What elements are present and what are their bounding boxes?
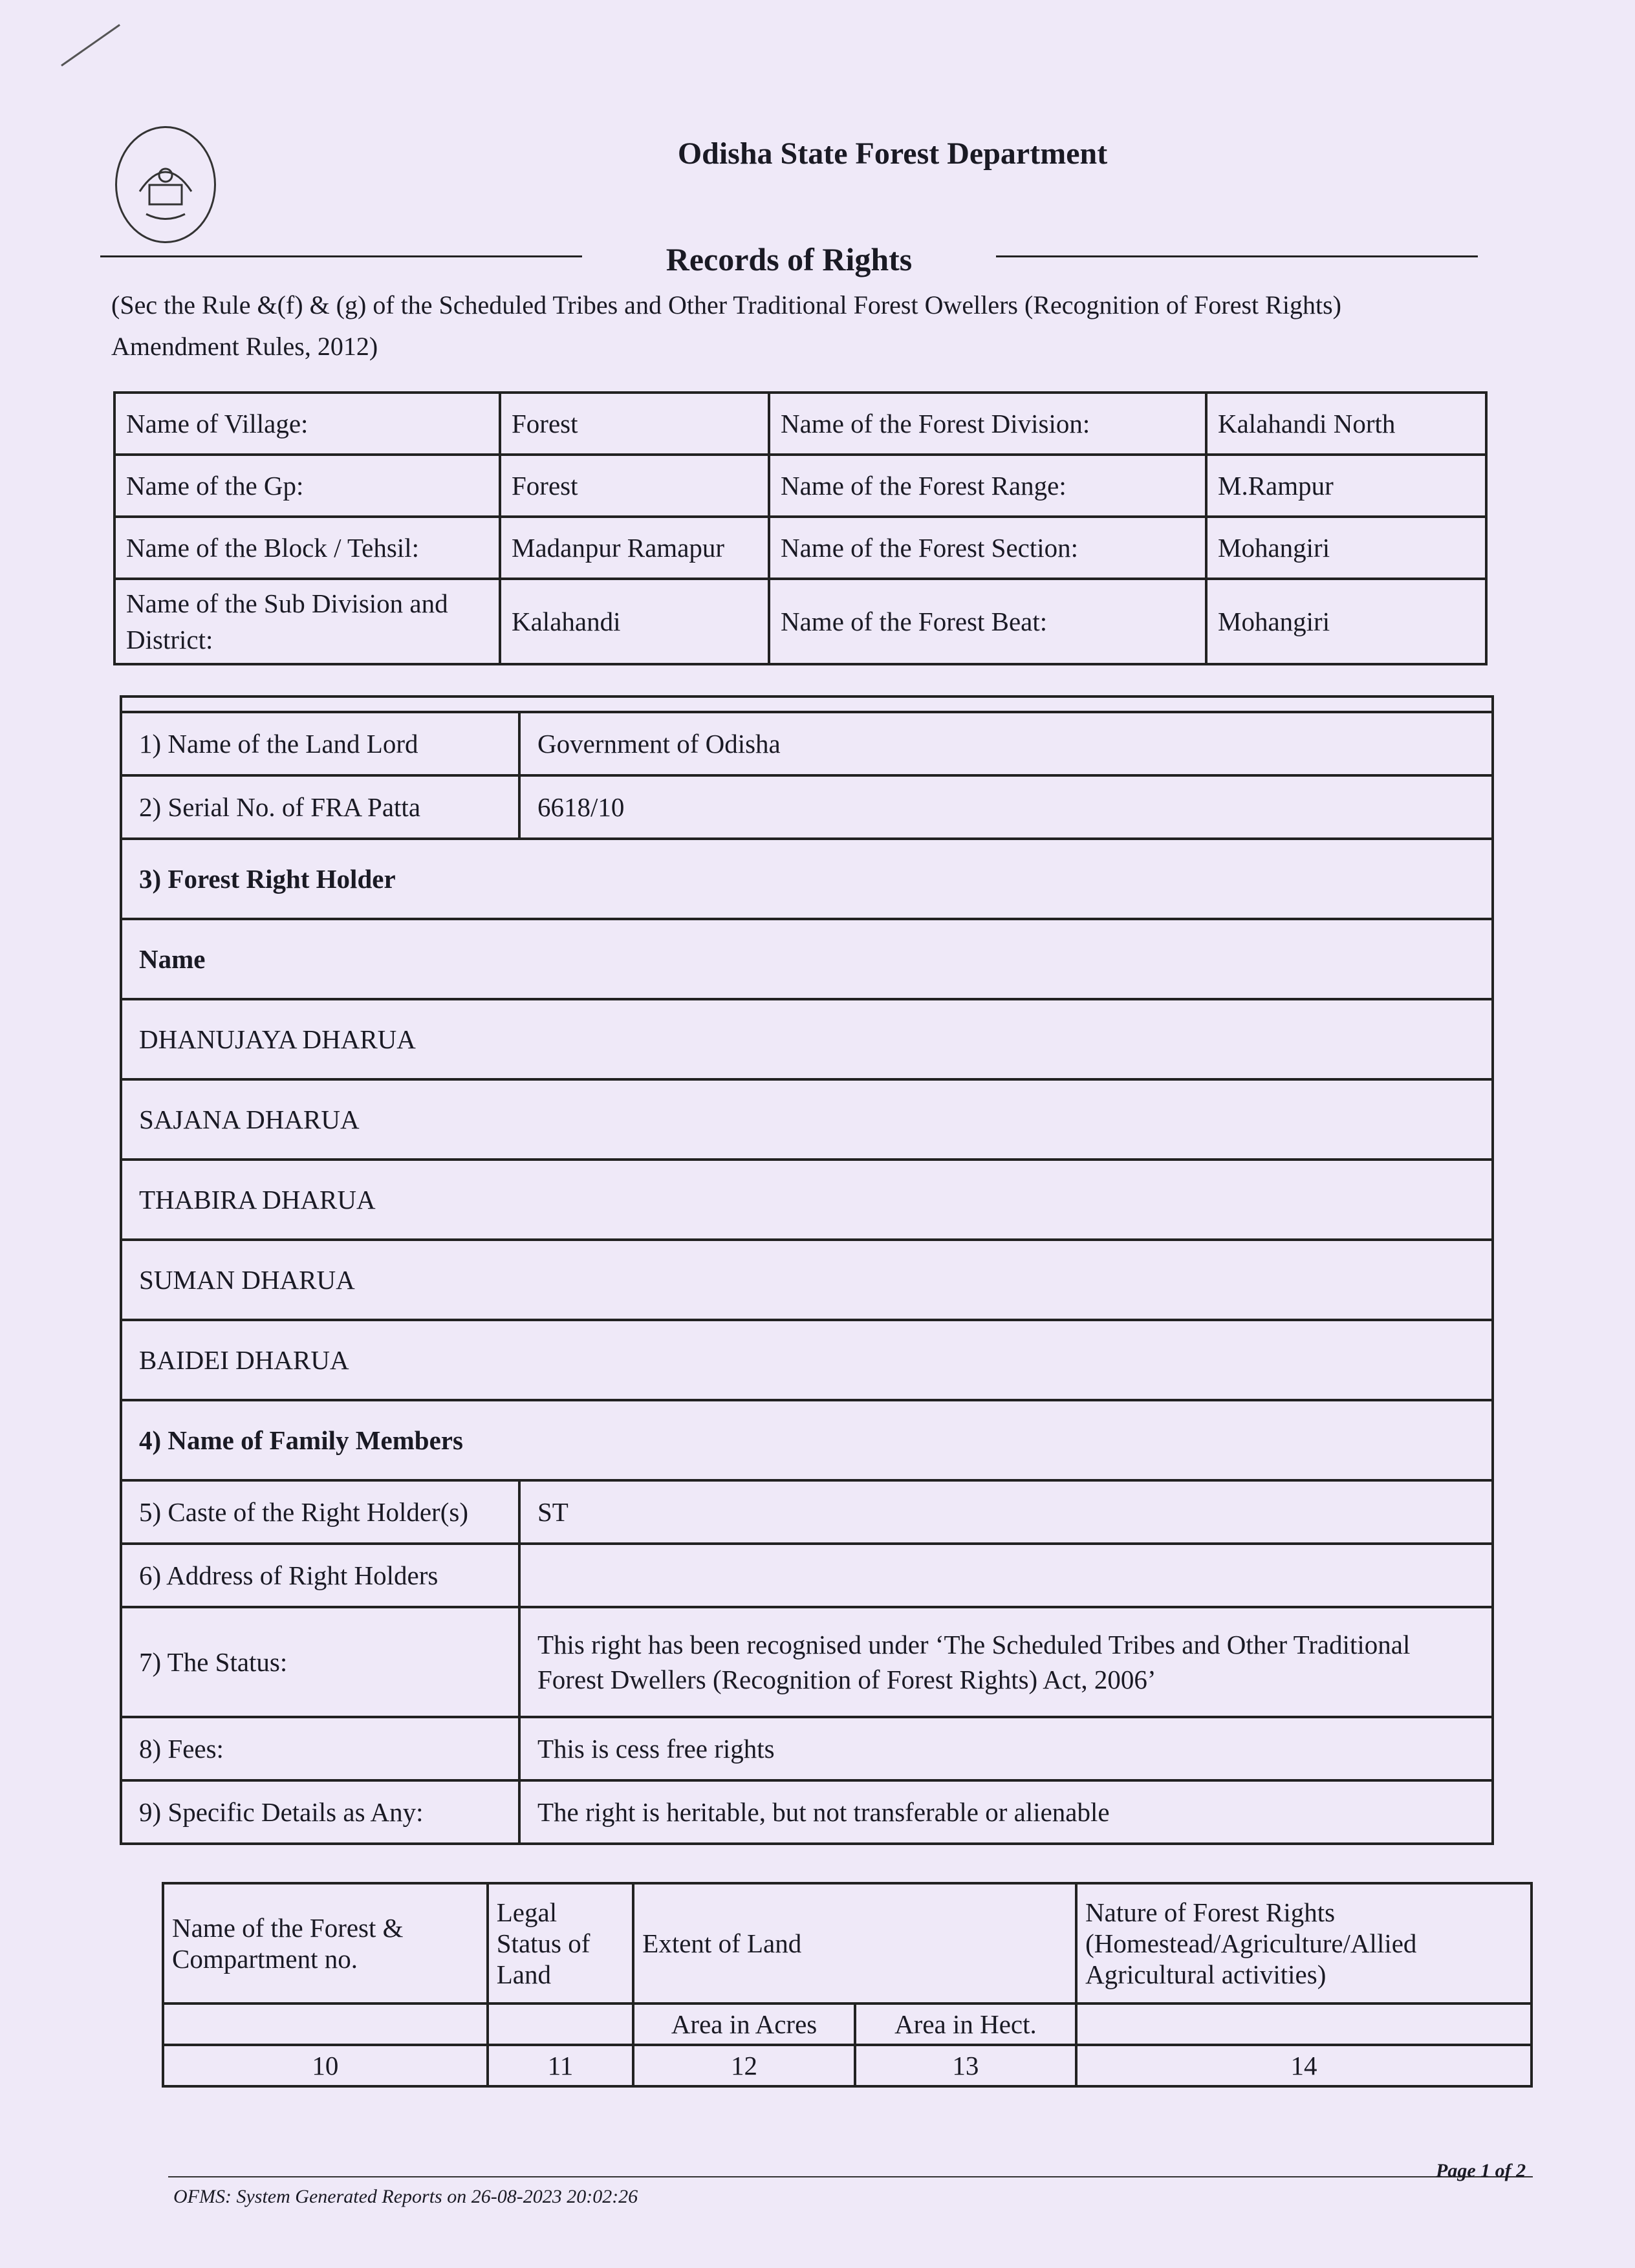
holder-name: BAIDEI DHARUA bbox=[121, 1320, 1493, 1400]
column-number: 13 bbox=[855, 2045, 1076, 2086]
division-label: Name of the Forest Division: bbox=[769, 393, 1206, 455]
column-number: 14 bbox=[1076, 2045, 1532, 2086]
table-row bbox=[121, 1780, 1493, 1844]
fees-value: This is cess free rights bbox=[519, 1717, 1493, 1780]
generated-timestamp: OFMS: System Generated Reports on 26-08-2023 20:02:26 bbox=[173, 2186, 638, 2207]
table-row bbox=[121, 1320, 1493, 1400]
table-row bbox=[121, 712, 1493, 775]
table-row bbox=[121, 1607, 1493, 1717]
table-row bbox=[121, 1717, 1493, 1780]
table-row bbox=[121, 839, 1493, 919]
details-label: 9) Specific Details as Any: bbox=[121, 1780, 519, 1844]
table-row bbox=[121, 1544, 1493, 1607]
legal-status-header: Legal Status of Land bbox=[488, 1883, 634, 2003]
range-value: M.Rampur bbox=[1206, 455, 1486, 517]
holder-name: DHANUJAYA DHARUA bbox=[121, 999, 1493, 1079]
table-row bbox=[121, 1240, 1493, 1320]
table-row bbox=[163, 1883, 1532, 2003]
odisha-govt-emblem-icon bbox=[115, 126, 216, 243]
section-label: Name of the Forest Section: bbox=[769, 517, 1206, 579]
table-row bbox=[114, 393, 1486, 455]
status-label: 7) The Status: bbox=[121, 1607, 519, 1717]
table-row bbox=[121, 775, 1493, 839]
location-table bbox=[113, 391, 1488, 665]
forest-compartment-header: Name of the Forest & Compartment no. bbox=[163, 1883, 488, 2003]
serial-value: 6618/10 bbox=[519, 775, 1493, 839]
gp-label: Name of the Gp: bbox=[114, 455, 500, 517]
subdivision-label: Name of the Sub Division and District: bbox=[114, 579, 500, 664]
footer-divider bbox=[168, 2176, 1533, 2177]
land-lord-value: Government of Odisha bbox=[519, 712, 1493, 775]
table-row bbox=[121, 1400, 1493, 1480]
range-label: Name of the Forest Range: bbox=[769, 455, 1206, 517]
table-row bbox=[121, 1480, 1493, 1544]
holder-name: SUMAN DHARUA bbox=[121, 1240, 1493, 1320]
serial-label: 2) Serial No. of FRA Patta bbox=[121, 775, 519, 839]
column-number: 12 bbox=[633, 2045, 854, 2086]
table-row bbox=[114, 455, 1486, 517]
table-row bbox=[121, 919, 1493, 999]
document-subtitle: (Sec the Rule &(f) & (g) of the Scheduled Tribes and Other Traditional Forest Owellers (Recognition of Forest Rights) Amendment Rules, 2012) bbox=[111, 290, 1341, 361]
table-row bbox=[114, 517, 1486, 579]
name-heading: Name bbox=[121, 919, 1493, 999]
column-number: 10 bbox=[163, 2045, 488, 2086]
document-title: Records of Rights bbox=[582, 241, 996, 278]
family-heading: 4) Name of Family Members bbox=[121, 1400, 1493, 1480]
table-row bbox=[121, 1079, 1493, 1160]
holder-heading: 3) Forest Right Holder bbox=[121, 839, 1493, 919]
status-value-line1: This right has been recognised under ‘The Scheduled Tribes and Other Traditional bbox=[537, 1630, 1411, 1659]
column-number: 11 bbox=[488, 2045, 634, 2086]
rights-table bbox=[120, 695, 1494, 1845]
holder-name: THABIRA DHARUA bbox=[121, 1160, 1493, 1240]
subdivision-value: Kalahandi bbox=[500, 579, 769, 664]
table-row bbox=[163, 2003, 1532, 2045]
land-lord-label: 1) Name of the Land Lord bbox=[121, 712, 519, 775]
nature-header: Nature of Forest Rights (Homestead/Agriculture/Allied Agricultural activities) bbox=[1076, 1883, 1532, 2003]
table-row bbox=[121, 999, 1493, 1079]
village-value: Forest bbox=[500, 393, 769, 455]
block-value: Madanpur Ramapur bbox=[500, 517, 769, 579]
land-table bbox=[162, 1882, 1533, 2088]
beat-label: Name of the Forest Beat: bbox=[769, 579, 1206, 664]
village-label: Name of Village: bbox=[114, 393, 500, 455]
section-value: Mohangiri bbox=[1206, 517, 1486, 579]
table-row bbox=[121, 1160, 1493, 1240]
caste-label: 5) Caste of the Right Holder(s) bbox=[121, 1480, 519, 1544]
beat-value: Mohangiri bbox=[1206, 579, 1486, 664]
address-label: 6) Address of Right Holders bbox=[121, 1544, 519, 1607]
extent-header: Extent of Land bbox=[633, 1883, 1076, 2003]
table-row bbox=[163, 2045, 1532, 2086]
table-row bbox=[114, 579, 1486, 664]
status-value-line2: Forest Dwellers (Recognition of Forest Rights) Act, 2006’ bbox=[537, 1665, 1156, 1694]
details-value: The right is heritable, but not transferable or alienable bbox=[519, 1780, 1493, 1844]
gp-value: Forest bbox=[500, 455, 769, 517]
department-name: Odisha State Forest Department bbox=[677, 136, 1108, 171]
block-label: Name of the Block / Tehsil: bbox=[114, 517, 500, 579]
page-fold-mark bbox=[61, 24, 120, 67]
address-value bbox=[519, 1544, 1493, 1607]
fees-label: 8) Fees: bbox=[121, 1717, 519, 1780]
holder-name: SAJANA DHARUA bbox=[121, 1079, 1493, 1160]
caste-value: ST bbox=[519, 1480, 1493, 1544]
area-hect-header: Area in Hect. bbox=[855, 2003, 1076, 2045]
division-value: Kalahandi North bbox=[1206, 393, 1486, 455]
area-acres-header: Area in Acres bbox=[633, 2003, 854, 2045]
page-number: Page 1 of 2 bbox=[1436, 2160, 1526, 2181]
table-row bbox=[121, 697, 1493, 712]
